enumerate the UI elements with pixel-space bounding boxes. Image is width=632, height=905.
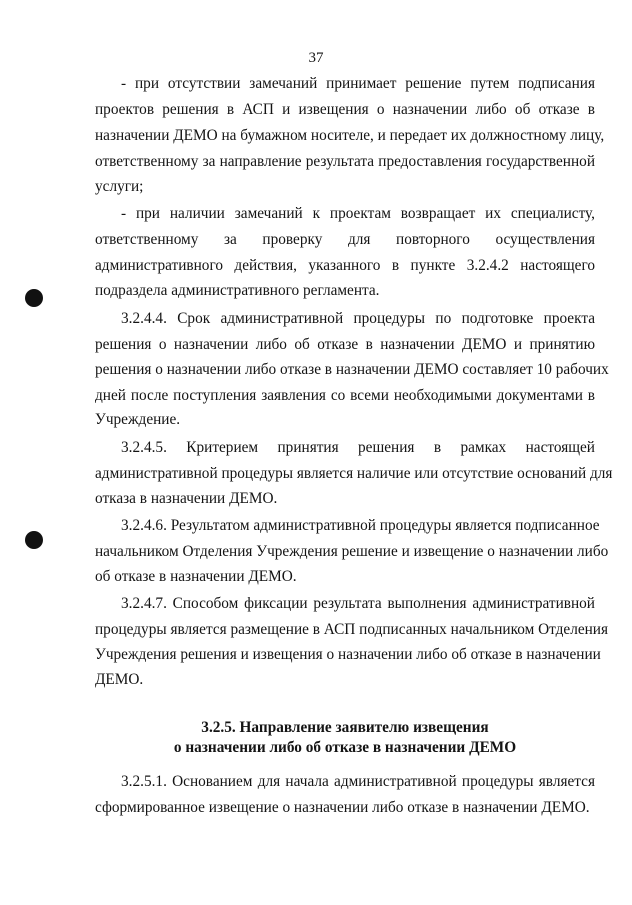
punch-hole-bottom: [25, 531, 43, 549]
text-line: решения о назначении либо отказе в назначении ДЕМО составляет 10 рабочих: [95, 361, 609, 378]
text-line: проектов решения в АСП и извещения о назначении либо об отказе в: [95, 101, 595, 118]
text-line: 3.2.4.6. Результатом административной процедуры является подписанное: [121, 517, 600, 534]
text-line: сформированное извещение о назначении либо отказе в назначении ДЕМО.: [95, 799, 590, 816]
text-line: услуги;: [95, 178, 144, 195]
text-line: назначении ДЕМО на бумажном носителе, и передает их должностному лицу,: [95, 127, 605, 144]
text-line: Учреждения решения и извещения о назначении либо об отказе в назначении: [95, 646, 601, 663]
text-line: ответственному за проверку для повторного осуществления: [95, 231, 595, 248]
text-line: административного действия, указанного в пункте 3.2.4.2 настоящего: [95, 257, 595, 274]
section-heading: о назначении либо об отказе в назначении ДЕМО: [173, 739, 517, 756]
page-number: 37: [308, 50, 324, 66]
text-line: - при наличии замечаний к проектам возвращает их специалисту,: [121, 205, 595, 222]
text-line: начальником Отделения Учреждения решение и извещение о назначении либо: [95, 543, 609, 560]
punch-hole-top: [25, 289, 43, 307]
text-line: процедуры является размещение в АСП подписанных начальником Отделения: [95, 621, 609, 638]
text-line: ответственному за направление результата предоставления государственной: [95, 153, 595, 170]
text-line: решения о назначении либо об отказе в назначении ДЕМО и принятию: [95, 336, 595, 353]
section-heading: 3.2.5. Направление заявителю извещения: [201, 719, 489, 736]
text-line: ДЕМО.: [95, 671, 144, 688]
text-line: отказа в назначении ДЕМО.: [95, 490, 278, 507]
text-line: 3.2.4.7. Способом фиксации результата выполнения административной: [121, 595, 595, 612]
text-line: 3.2.4.5. Критерием принятия решения в рамках настоящей: [121, 439, 595, 456]
text-line: подраздела административного регламента.: [95, 282, 380, 299]
text-line: административной процедуры является наличие или отсутствие оснований для: [95, 465, 613, 482]
text-line: - при отсутствии замечаний принимает решение путем подписания: [121, 75, 595, 92]
text-line: дней после поступления заявления со всеми необходимыми документами в: [95, 387, 595, 404]
text-line: 3.2.5.1. Основанием для начала административной процедуры является: [121, 773, 595, 790]
text-line: об отказе в назначении ДЕМО.: [95, 568, 297, 585]
text-line: Учреждение.: [95, 411, 181, 428]
text-line: 3.2.4.4. Срок административной процедуры по подготовке проекта: [121, 310, 595, 327]
